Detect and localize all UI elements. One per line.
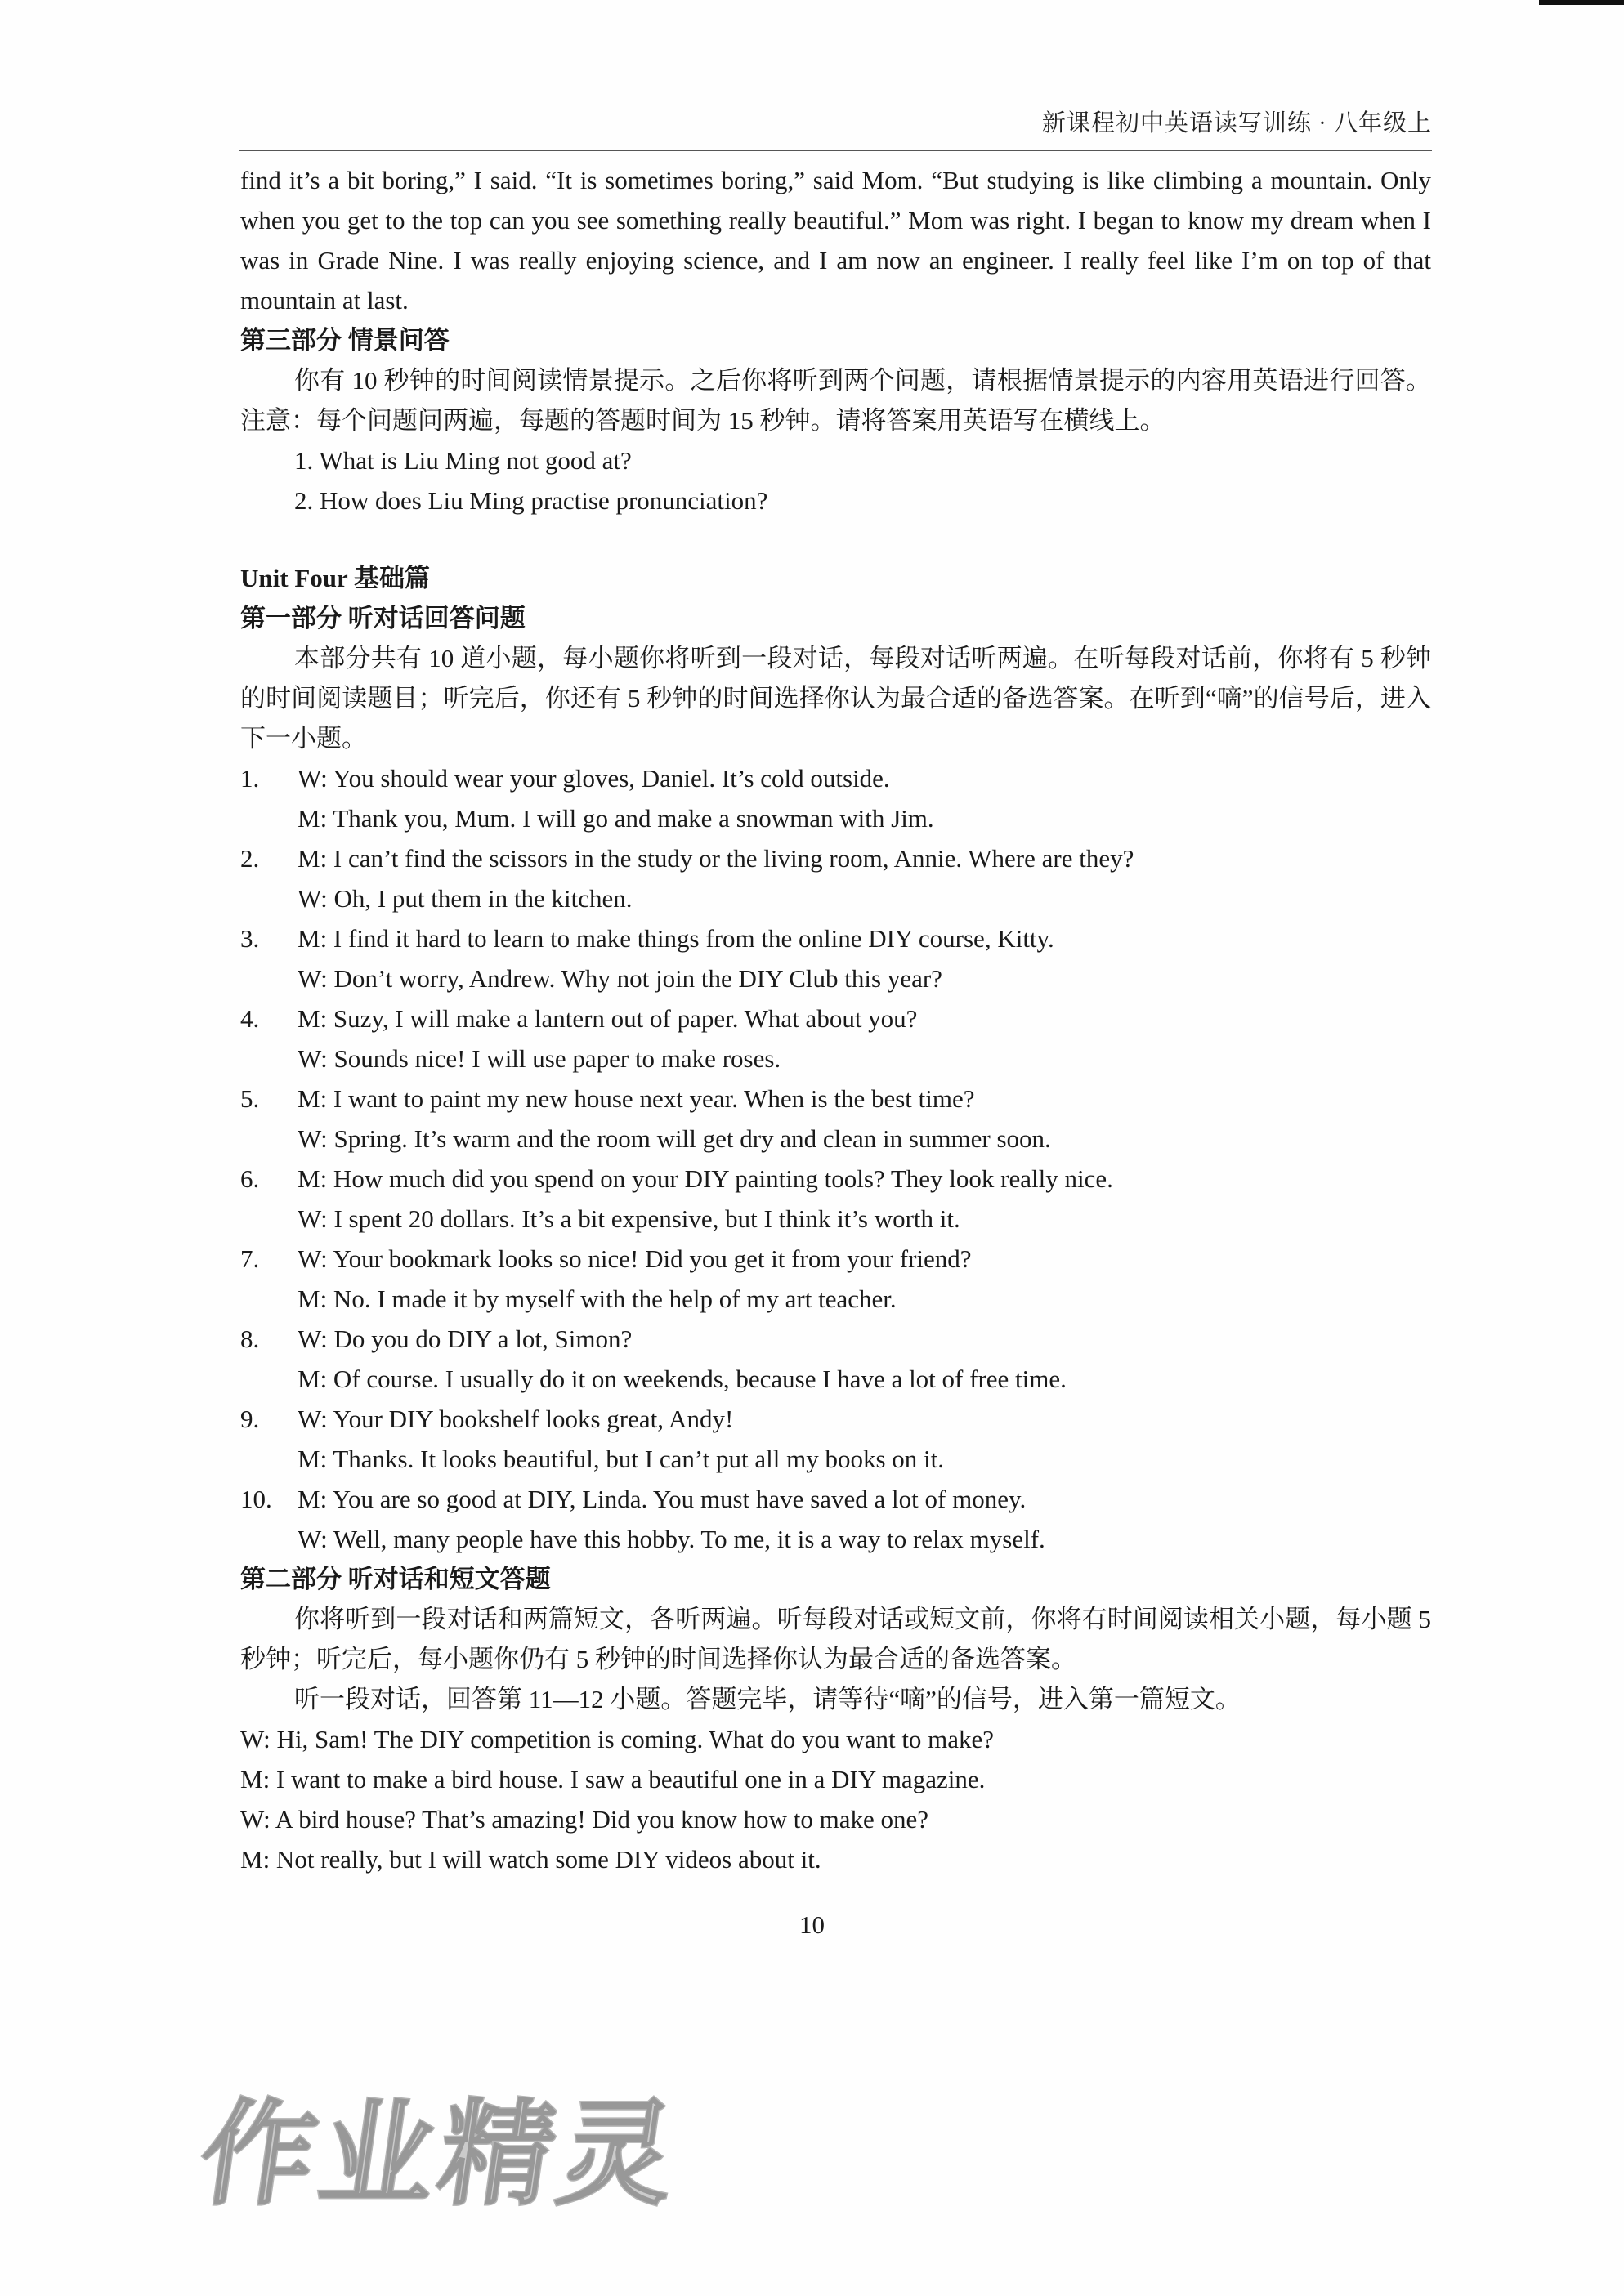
part2-heading: 第二部分 听对话和短文答题 — [240, 1565, 551, 1593]
item-number: 10. — [240, 1485, 272, 1513]
dialogue-line: M: I want to paint my new house next year. When is the best time? — [298, 1084, 975, 1113]
item-number: 3. — [240, 924, 260, 953]
dialogue-line: M: Suzy, I will make a lantern out of paper. What about you? — [298, 1004, 918, 1033]
dialogue-line: M: No. I made it by myself with the help of my art teacher. — [298, 1284, 897, 1313]
unit-title: Unit Four 基础篇 — [240, 564, 430, 592]
dialogue-line: W: A bird house? That’s amazing! Did you know how to make one? — [240, 1805, 928, 1834]
item-number: 9. — [240, 1405, 260, 1433]
item-number: 2. — [240, 844, 260, 873]
dialogue-line: M: I find it hard to learn to make things from the online DIY course, Kitty. — [298, 924, 1054, 953]
dialogue-line: M: You are so good at DIY, Linda. You must have saved a lot of money. — [298, 1485, 1027, 1513]
dialogue-line: M: Not really, but I will watch some DIY videos about it. — [240, 1845, 821, 1874]
dialogue-line: W: Your bookmark looks so nice! Did you get it from your friend? — [298, 1244, 972, 1273]
dialogue-item-4 — [240, 998, 1431, 1079]
dialogue-item-8 — [240, 1319, 1431, 1399]
item-number: 1. — [240, 764, 260, 793]
scan-edge — [1539, 0, 1624, 5]
dialogue-line: W: Hi, Sam! The DIY competition is coming. What do you want to make? — [240, 1725, 995, 1753]
dialogue-item-5 — [240, 1079, 1431, 1159]
dialogue-line: M: Thanks. It looks beautiful, but I can’t put all my books on it. — [298, 1445, 944, 1473]
part3-question-2: 2. How does Liu Ming practise pronunciation? — [294, 486, 768, 515]
page-number: 10 — [799, 1910, 825, 1939]
dialogue-item-1 — [240, 758, 1431, 838]
page-header: 新课程初中英语读写训练 · 八年级上 — [1041, 110, 1432, 136]
dialogue-item-2 — [240, 838, 1431, 918]
dialogue-item-9 — [240, 1399, 1431, 1479]
part3-instructions: 你有 10 秒钟的时间阅读情景提示。之后你将听到两个问题，请根据情景提示的内容用英语进行回答。注意：每个问题问两遍，每题的答题时间为 15 秒钟。请将答案用英语写在横线上。 — [240, 366, 1431, 435]
part3-heading: 第三部分 情景问答 — [240, 326, 450, 355]
dialogue-line: M: I want to make a bird house. I saw a beautiful one in a DIY magazine. — [240, 1765, 986, 1793]
item-number: 6. — [240, 1164, 260, 1193]
dialogue-line: W: I spent 20 dollars. It’s a bit expensive, but I think it’s worth it. — [298, 1204, 960, 1233]
dialogue-item-7 — [240, 1239, 1431, 1319]
dialogue-line: M: How much did you spend on your DIY painting tools? They look really nice. — [298, 1164, 1113, 1193]
dialogue-line: W: Do you do DIY a lot, Simon? — [298, 1324, 633, 1353]
dialogue-line: W: Sounds nice! I will use paper to make roses. — [298, 1044, 781, 1073]
dialogue-line: M: Of course. I usually do it on weekends, because I have a lot of free time. — [298, 1365, 1067, 1393]
part1-heading: 第一部分 听对话回答问题 — [240, 604, 526, 632]
dialogue-line: M: Thank you, Mum. I will go and make a snowman with Jim. — [298, 804, 934, 833]
dialogue-line: W: Spring. It’s warm and the room will get dry and clean in summer soon. — [298, 1124, 1051, 1153]
dialogue-item-3 — [240, 918, 1431, 998]
part2-sub-instruction: 听一段对话，回答第 11—12 小题。答题完毕，请等待“嘀”的信号，进入第一篇短文。 — [294, 1685, 1241, 1713]
item-number: 8. — [240, 1324, 260, 1353]
intro-paragraph: find it’s a bit boring,” I said. “It is sometimes boring,” said Mom. “But studying is like climbing a mountain. Only when you get to the top can you see something really beautiful.” Mom was right. I began to know my dream when I was in Grade Nine. I was really enjoying science, and I am now an engineer. I really feel like I’m on top of that mountain at last. — [240, 166, 1431, 315]
dialogue-line: M: I can’t find the scissors in the study or the living room, Annie. Where are they? — [298, 844, 1134, 873]
dialogue-line: W: Well, many people have this hobby. To me, it is a way to relax myself. — [298, 1525, 1045, 1553]
dialogue-item-6 — [240, 1159, 1431, 1239]
header-rule — [239, 150, 1432, 151]
item-number: 4. — [240, 1004, 260, 1033]
part2-instructions: 你将听到一段对话和两篇短文，各听两遍。听每段对话或短文前，你将有时间阅读相关小题，每小题 5 秒钟；听完后，每小题你仍有 5 秒钟的时间选择你认为最合适的备选答案。 — [240, 1605, 1431, 1673]
dialogue-line: W: Your DIY bookshelf looks great, Andy! — [298, 1405, 734, 1433]
item-number: 7. — [240, 1244, 260, 1273]
part3-question-1: 1. What is Liu Ming not good at? — [294, 446, 632, 475]
item-number: 5. — [240, 1084, 260, 1113]
dialogue-item-10 — [240, 1479, 1431, 1559]
section-gap — [240, 520, 1431, 558]
page-content — [240, 160, 1431, 1879]
part1-instructions: 本部分共有 10 道小题，每小题你将听到一段对话，每段对话听两遍。在听每段对话前，你将有 5 秒钟的时间阅读题目；听完后，你还有 5 秒钟的时间选择你认为最合适的备选答案。在听到“嘀”的信号后，进入下一小题。 — [240, 644, 1431, 753]
dialogue-line: W: Don’t worry, Andrew. Why not join the DIY Club this year? — [298, 964, 942, 993]
dialogue-line: W: Oh, I put them in the kitchen. — [298, 884, 633, 913]
watermark: 作业精灵 — [191, 2088, 688, 2222]
dialogue-line: W: You should wear your gloves, Daniel. It’s cold outside. — [298, 764, 890, 793]
